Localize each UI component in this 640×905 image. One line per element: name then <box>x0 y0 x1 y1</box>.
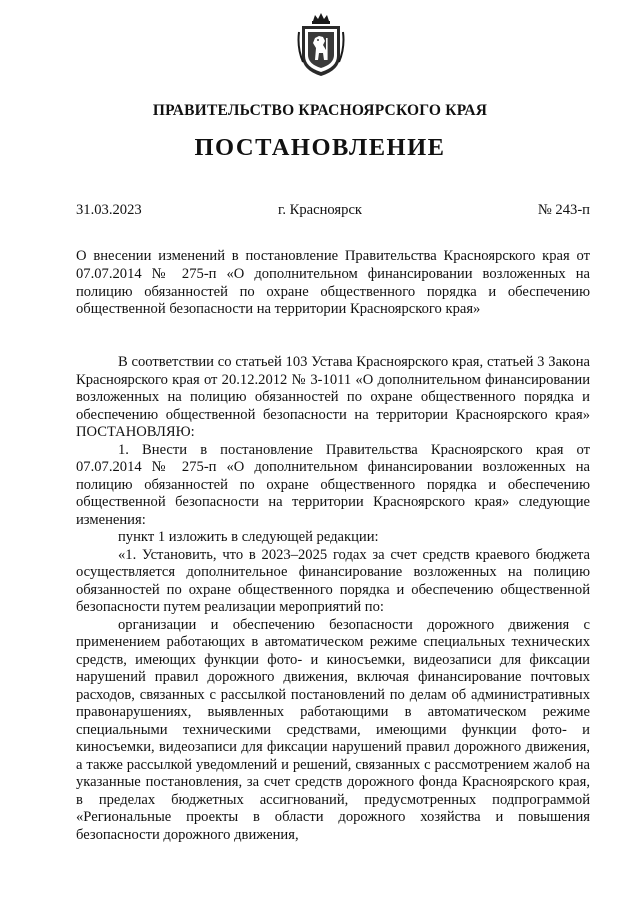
body-paragraph: В соответствии со статьей 103 Устава Красноярского края, статьей 3 Закона Красноярского края от 20.12.2012 № 3-1011 «О дополнительном финансировании возложенных на полицию обязанностей по охране общественного порядка и обеспечению общественной безопасности на территории Красноярского края» ПОСТАНОВЛЯЮ: <box>76 354 590 440</box>
document-date: 31.03.2023 <box>76 202 142 218</box>
document-title: О внесении изменений в постановление Правительства Красноярского края от 07.07.2014 № 275-п «О дополнительном финансировании возложенных на полицию обязанностей по охране общественного порядка и обеспечению общественной безопасности на территории Красноярского края» <box>76 248 590 318</box>
body-paragraph: 1. Внести в постановление Правительства Красноярского края от 07.07.2014 № 275-п «О дополнительном финансировании возложенных на полицию обязанностей по охране общественного порядка и обеспечению общественной безопасности на территории Красноярского края» следующие изменения: <box>76 441 590 528</box>
body-paragraph: «1. Установить, что в 2023–2025 годах за счет средств краевого бюджета осуществляется дополнительное финансирование возложенных на полицию обязанностей по охране общественного порядка и обеспечению общественной безопасности путем реализации мероприятий по: <box>76 546 590 615</box>
document-city: г. Красноярск <box>277 202 363 218</box>
body-paragraph: организации и обеспечению безопасности дорожного движения с применением работающих в автоматическом режиме специальных технических средств, имеющих функции фото- и киносъемки, видеозаписи для фиксации нарушений правил дорожного движения, включая финансирование почтовых расходов, связанных с рассылкой постановлений по делам об административных правонарушениях, выявленных работающими в автоматическом режиме специальными техническими средствами, имеющими функции фото- и киносъемки, видеозаписи для фиксации нарушений правил дорожного движения, а также рассылкой уведомлений и решений, связанных с рассмотрением жалоб на указанные постановления, за счет средств дорожного фонда Красноярского края, в пределах бюджетных ассигнований, предусмотренных подпрограммой «Региональные проекты в области дорожного хозяйства и повышения безопасности дорожного движения, <box>76 616 590 843</box>
organization-name: ПРАВИТЕЛЬСТВО КРАСНОЯРСКОГО КРАЯ <box>152 102 488 119</box>
body-paragraph: пункт 1 изложить в следующей редакции: <box>118 529 379 545</box>
document-body <box>76 354 590 844</box>
coat-of-arms-krasnoyarsk-icon <box>296 12 346 78</box>
document-type: ПОСТАНОВЛЕНИЕ <box>194 134 446 161</box>
document-number: № 243-п <box>537 202 590 218</box>
